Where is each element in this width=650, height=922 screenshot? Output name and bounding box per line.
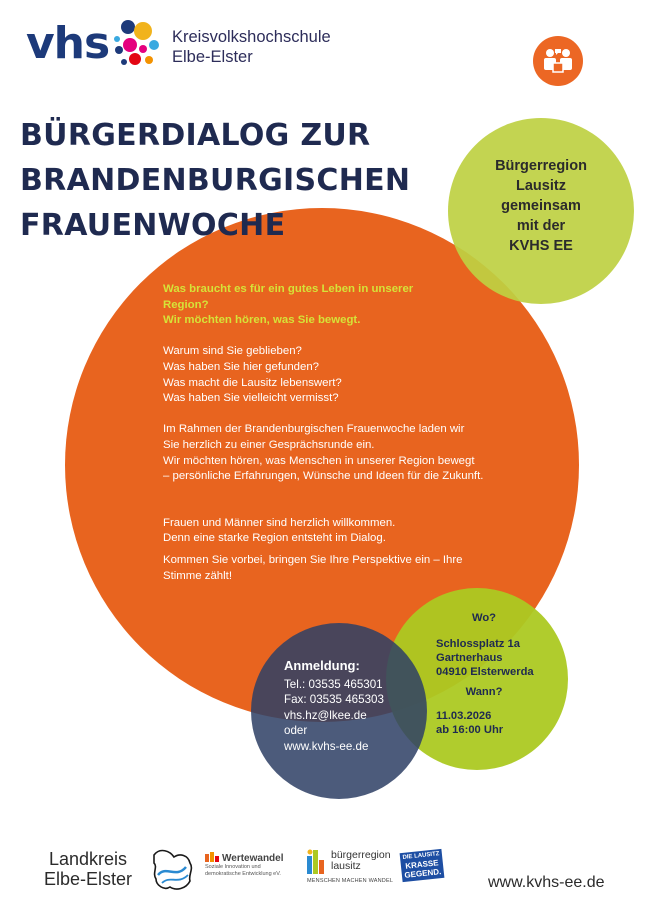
wertewandel-logo: Wertewandel Soziale Innovation und demokratische Entwicklung eV. <box>205 852 284 877</box>
invitation-text <box>163 282 513 600</box>
organisation-name: Kreisvolkshochschule Elbe-Elster <box>172 28 331 66</box>
event-info: Wo? Schlossplatz 1a Gartnerhaus 04910 Elsterwerda Wann? 11.03.2026 ab 16:00 Uhr <box>436 611 566 737</box>
invitation-paragraph: Im Rahmen der Brandenburgischen Frauenwoche laden wir Sie herzlich zu einer Gesprächsrunde ein. Wir möchten hören, was Menschen in unserer Region bewegt – persönliche Erfahrungen, Wünsche und Ideen für die Zukunft. <box>163 423 484 483</box>
people-meeting-icon <box>533 36 583 86</box>
partner-text: Bürgerregion Lausitz gemeinsam mit der KVHS EE <box>495 158 587 254</box>
website: www.kvhs-ee.de <box>284 739 369 753</box>
email-address: vhs.hz@lkee.de <box>284 708 367 722</box>
footer-website-link[interactable]: www.kvhs-ee.de <box>488 874 605 891</box>
welcome-paragraph: Frauen und Männer sind herzlich willkommen. Denn eine starke Region entsteht im Dialog. <box>163 516 396 545</box>
buergerregion-icon <box>307 848 327 874</box>
vhs-logo-dots-icon <box>108 18 164 74</box>
event-time: ab 16:00 Uhr <box>436 724 504 736</box>
page-title: BÜRGERDIALOG ZUR BRANDENBURGISCHEN FRAUENWOCHE <box>20 118 411 243</box>
fax-number: Fax: 03535 465303 <box>284 693 384 707</box>
closing-paragraph: Kommen Sie vorbei, bringen Sie Ihre Perspektive ein – Ihre Stimme zählt! <box>163 553 463 582</box>
wertewandel-icon <box>205 852 219 864</box>
registration-info: Anmeldung: Tel.: 03535 465301 Fax: 03535 465303 vhs.hz@lkee.de oder www.kvhs-ee.de <box>284 658 384 753</box>
landkreis-map-icon <box>150 845 194 893</box>
registration-heading: Anmeldung: <box>284 658 360 673</box>
vhs-logo-word: vhs <box>26 18 110 69</box>
question-list: Warum sind Sie geblieben? Was haben Sie hier gefunden? Was macht die Lausitz lebenswert? Was haben Sie vielleicht vermisst? <box>163 345 342 405</box>
landkreis-logo-text: Landkreis Elbe-Elster <box>44 849 133 889</box>
phone-number: Tel.: 03535 465301 <box>284 677 383 691</box>
krasse-gegend-logo: DIE LAUSITZ KRASSE GEGEND. <box>401 851 443 887</box>
event-date: 11.03.2026 <box>436 710 492 722</box>
intro-question: Was braucht es für ein gutes Leben in unserer Region? Wir möchten hören, was Sie bewegt. <box>163 283 414 327</box>
when-heading: Wann? <box>465 686 503 698</box>
buergerregion-logo: bürgerregion lausitz MENSCHEN MACHEN WANDEL <box>307 849 394 884</box>
where-heading: Wo? <box>471 612 497 624</box>
